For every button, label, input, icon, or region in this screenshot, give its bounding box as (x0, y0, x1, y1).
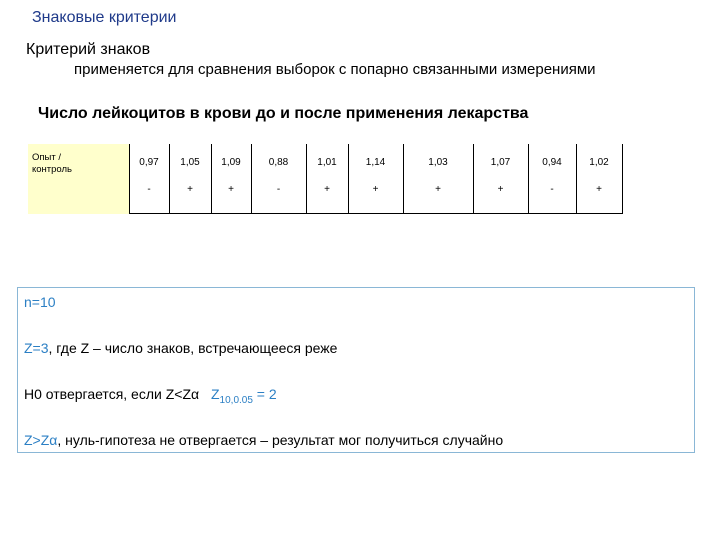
h0-line (24, 386, 277, 406)
info-box (17, 287, 695, 453)
value-cell: 1,01 (306, 144, 348, 180)
z-description: , где Z – число знаков, встречающееся реже (48, 340, 338, 356)
sign-cell: - (251, 180, 306, 214)
value-cell: 1,03 (403, 144, 473, 180)
sign-cell: + (211, 180, 251, 214)
z-critical (210, 386, 277, 406)
value-cell: 1,02 (576, 144, 622, 180)
data-table (28, 144, 622, 214)
z-critical-value: = 2 (252, 386, 277, 402)
row-label-line1: Опыт / (32, 152, 61, 163)
z-line (24, 340, 337, 356)
conclusion-condition: Z>Zα (24, 432, 58, 448)
sign-cell: + (576, 180, 622, 214)
z-critical-subscript: 10,0.05 (219, 395, 253, 406)
value-cell: 1,09 (211, 144, 251, 180)
value-cell: 1,07 (473, 144, 528, 180)
criterion-title: Критерий знаков (26, 41, 151, 58)
conclusion-line (24, 432, 503, 448)
conclusion-text: , нуль-гипотеза не отвергается – результат мог получиться случайно (57, 432, 504, 448)
value-cell: 0,88 (251, 144, 306, 180)
criterion-description: применяется для сравнения выборок с попарно связанными измерениями (74, 61, 596, 78)
row-label (28, 144, 129, 214)
sign-cell: + (473, 180, 528, 214)
value-cell: 1,14 (348, 144, 403, 180)
value-cell: 0,94 (528, 144, 576, 180)
z-critical-main: Z (210, 386, 220, 402)
sign-cell: + (403, 180, 473, 214)
sign-cell: + (306, 180, 348, 214)
n-line: n=10 (24, 294, 56, 310)
value-cell: 1,05 (169, 144, 211, 180)
h0-text: H0 отвергается, если Z<Zα (24, 386, 200, 402)
z-value: Z=3 (24, 340, 49, 356)
sign-cell: - (129, 180, 169, 214)
value-cell: 0,97 (129, 144, 169, 180)
sign-cell: + (348, 180, 403, 214)
table-title: Число лейкоцитов в крови до и после применения лекарства (38, 105, 529, 122)
row-label-line2: контроль (32, 164, 72, 175)
sign-cell: - (528, 180, 576, 214)
slide-title: Знаковые критерии (32, 9, 177, 26)
sign-cell: + (169, 180, 211, 214)
